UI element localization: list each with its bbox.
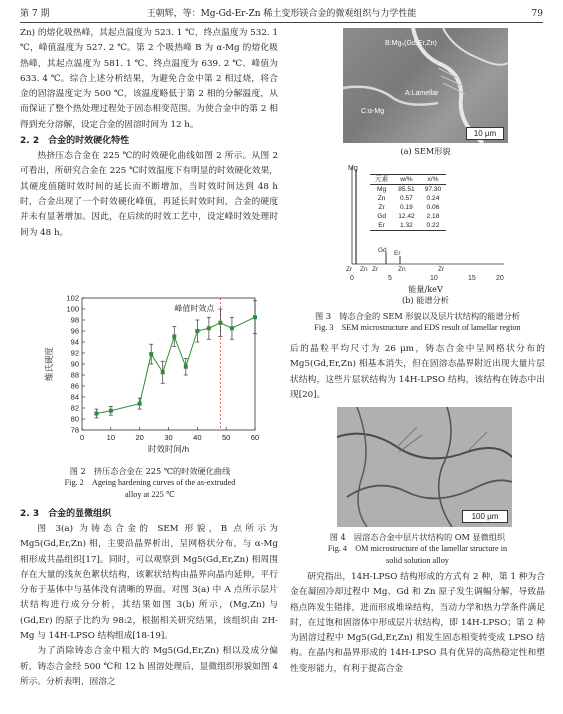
eds-cell: Gd (377, 213, 386, 220)
eds-cell: 0.57 (400, 195, 413, 202)
svg-text:Er: Er (394, 250, 401, 257)
series-line (96, 317, 255, 413)
y-tick-label: 78 (70, 425, 79, 435)
eds-cell: Zr (378, 204, 385, 211)
data-point (195, 329, 199, 333)
section-heading-2-2: 2. 2 合金的时效硬化特性 (20, 136, 130, 147)
right-column-bottom (290, 570, 545, 677)
eds-cell: 0.22 (426, 222, 440, 229)
y-tick-label: 94 (70, 337, 79, 347)
svg-text:0: 0 (350, 275, 354, 282)
eds-cell: Mg (377, 186, 387, 193)
y-tick-label: 100 (66, 304, 79, 314)
data-point (172, 335, 176, 339)
figure-3b-caption: (b) 能谱分析 (402, 295, 449, 305)
figure-4-caption-en: Fig. 4 OM microstructure of the lamellar structure in (327, 544, 508, 553)
svg-text:15: 15 (468, 275, 476, 282)
section-heading-2-3: 2. 3 合金的显微组织 (20, 509, 112, 519)
eds-row (370, 212, 446, 221)
eds-cell: 1.32 (400, 222, 413, 229)
page-number: 79 (531, 9, 543, 19)
figure-3a-caption: (a) SEM形貌 (400, 146, 451, 156)
x-axis-label: 时效时间/h (147, 444, 190, 454)
eds-cell: 2.18 (426, 213, 440, 220)
data-point (184, 365, 188, 369)
y-tick-label: 92 (70, 348, 79, 358)
header-rule (20, 22, 543, 23)
x-tick-label: 30 (164, 433, 173, 442)
paragraph: 热挤压态合金在 225 ℃的时效硬化曲线如图 2 所示。从图 2 可看出，所研究合金在 225 ℃时效温度下有明显的时效硬化效果，其硬度值随时效时间的延长而不断增加，当时效时间达到 48 h 时，合金出现了一个时效硬化峰值，再延长时效时间，合金的硬度并未有显著增加。因此，在后续的时效工艺中，设定峰时效处理时间为 48 h。 (20, 151, 278, 238)
y-tick-label: 96 (70, 326, 79, 336)
y-tick-label: 102 (66, 293, 79, 303)
y-tick-label: 86 (70, 381, 79, 391)
figure-2-caption-en: Fig. 2 Ageing hardening curves of the as-extruded (64, 478, 236, 487)
y-axis-label: 维氏硬度 (44, 346, 54, 382)
x-tick-label: 20 (135, 433, 144, 442)
data-point (161, 370, 165, 374)
sem-micrograph (343, 28, 508, 143)
figure-4-caption (290, 531, 545, 567)
figure-4-caption-en-2: solid solution alloy (386, 556, 449, 565)
svg-text:10: 10 (430, 275, 438, 282)
eds-cell: 0.24 (426, 195, 440, 202)
figure-3-caption-en: Fig. 3 SEM microstructure and EDS result of lamellar region (314, 323, 521, 332)
paragraph: 后的晶粒平均尺寸为 26 μm，铸态合金中呈网格状分布的 Mg5(Gd,Er,Zn) 相基本消失，但在固溶态晶界附近出现大量片层状结构，这些片层状结构为 14H-LPSO 结构，该结构在铸态中出现[20]。 (290, 344, 545, 400)
scale-bar: 10 μm (466, 127, 504, 140)
svg-text:Zn: Zn (360, 266, 368, 273)
eds-cell: Er (378, 222, 385, 229)
left-column-bottom (20, 506, 278, 690)
eds-header-cell: x/% (427, 176, 439, 183)
eds-cell: 12.42 (398, 213, 415, 220)
y-tick-label: 80 (70, 414, 79, 424)
eds-cell: 0.19 (400, 204, 413, 211)
eds-row (370, 221, 446, 231)
x-tick-label: 40 (193, 433, 202, 442)
figure-2-caption-en-2: alloy at 225 ℃ (125, 490, 175, 499)
label-a-lamellar: A:Lamellar (405, 90, 439, 97)
x-tick-label: 10 (106, 433, 116, 442)
issue-number: 第 7 期 (20, 9, 50, 19)
y-tick-label: 98 (70, 315, 79, 325)
running-header (20, 6, 543, 22)
figure-2-caption-zh: 图 2 挤压态合金在 225 ℃的时效硬化曲线 (69, 466, 231, 476)
eds-cell: 0.06 (426, 204, 440, 211)
eds-row (370, 194, 446, 203)
hardness-chart (40, 292, 265, 462)
eds-cell: 85.51 (398, 186, 415, 193)
eds-xlabel: 能量/keV (408, 284, 443, 294)
eds-row (370, 203, 446, 212)
eds-cell: 97.30 (424, 186, 442, 193)
paragraph: 为了消除铸态合金中粗大的 Mg5(Gd,Er,Zn) 相以及成分偏析，铸态合金经 500 ℃和 12 h 固溶处理后，显微组织形貌如图 4 所示。分析表明，固溶之 (20, 646, 278, 687)
running-title: 王朝辉，等：Mg-Gd-Er-Zn 稀土变形镁合金的微观组织与力学性能 (146, 9, 417, 19)
plot-frame (82, 298, 255, 430)
eds-spectrum (338, 160, 508, 285)
om-micrograph (337, 407, 512, 527)
paragraph: 研究指出，14H-LPSO 结构形成的方式有 2 种，第 1 种为合金在凝固冷却过程中 Mg、Gd 和 Zn 原子发生调幅分解，导致晶格点阵发生错排，进而形成堆垛结构，当动力学和热力学条件满足时，在过饱和固溶体中形成层片状结构，即 14H-LPSO；第 2 种为固溶过程中 Mg5(Gd,Er,Zn) 相发生固态相变转变成 LPSO 结构。在晶内和晶界形成的 14H-LPSO 具有优异的高热稳定性和塑性变形能力，有利于提高合金 (290, 572, 545, 674)
figure-2-caption (30, 465, 270, 501)
eds-table-header (370, 175, 446, 185)
svg-text:20: 20 (496, 275, 504, 282)
data-point (253, 315, 257, 319)
svg-text:Zr: Zr (438, 266, 445, 273)
svg-text:Zn: Zn (398, 266, 406, 273)
svg-text:Gd: Gd (378, 247, 387, 254)
eds-header-cell: 元素 (375, 176, 389, 183)
figure-3-caption-zh: 图 3 铸态合金的 SEM 形貌以及层片状结构的能谱分析 (315, 311, 520, 321)
paragraph: Zn) 的熔化吸热峰，其起点温度为 523. 1 ℃，终点温度为 532. 1 ℃，峰值温度为 527. 2 ℃。第 2 个吸热峰 B 为 α-Mg 的熔化吸热峰，其起点温度为 581. 1 ℃、终点温度为 639. 2 ℃、峰值为 633. 4 ℃。综合上述分析结果，为避免合金中第 2 相过烧，将合金的固溶温度定为 500 ℃，该温度略低于第 2 相的分解温度，从而保证了整个热处理过程处于固态相变范围。为使合金中的第 2 相得到充分溶解，设定合金的固溶时间为 12 h。 (20, 28, 278, 130)
om-texture (337, 407, 512, 527)
peak-annotation: 峰值时效点 (174, 304, 215, 314)
data-point (138, 402, 142, 406)
eds-row (370, 185, 446, 195)
y-tick-label: 82 (70, 403, 79, 413)
svg-text:Mg: Mg (348, 165, 358, 172)
y-tick-label: 84 (70, 392, 79, 402)
x-tick-label: 60 (250, 433, 260, 442)
paragraph: 图 3(a) 为铸态合金的 SEM 形貌，B 点所示为 Mg5(Gd,Er,Zn) 相，主要沿晶界析出，呈网格状分布，与 α-Mg 相形成共晶组织[17]。同时，可以观察到 Mg5(Gd,Er,Zn) 相周围存在大量的浅灰色絮状结构，该絮状结构由晶界向晶内延伸，平行分布于基体中与基体没有清晰的界面。对图 3(a) 中 A 点所示层片状结构进行成分分析，其结果如图 3(b) 所示，(Mg,Zn) 与 (Gd,Er) 的原子比约为 98:2，根据相关研究结果，该组织由 2H-Mg 与 14H-LPSO 结构组成[18-19]。 (20, 524, 278, 642)
figure-3-caption (290, 310, 545, 334)
y-tick-label: 88 (70, 370, 79, 380)
figure-4-caption-zh: 图 4 固溶态合金中层片状结构的 OM 显微组织 (329, 532, 506, 542)
eds-table (370, 174, 446, 231)
y-tick-label: 90 (70, 359, 79, 369)
x-tick-label: 0 (79, 433, 85, 442)
eds-cell: Zn (377, 195, 386, 202)
svg-text:Zr: Zr (346, 266, 353, 273)
data-point (94, 412, 98, 416)
left-column-top (20, 26, 278, 241)
data-point (207, 326, 211, 330)
data-point (149, 352, 153, 356)
eds-header-cell: w/% (400, 176, 413, 183)
right-column-mid (290, 342, 545, 403)
data-point (109, 409, 113, 413)
x-tick-label: 50 (221, 433, 231, 442)
data-point (230, 326, 234, 330)
svg-text:5: 5 (388, 275, 392, 282)
data-point (218, 321, 222, 325)
eds-table-body (370, 185, 446, 231)
label-c-alpha-mg: C:α-Mg (361, 108, 385, 115)
scale-bar: 100 μm (462, 510, 508, 523)
label-b-phase: B:Mg₅(Gd,Er,Zn) (385, 40, 437, 47)
figure-2-chart (40, 292, 265, 462)
svg-text:Zr: Zr (372, 266, 379, 273)
